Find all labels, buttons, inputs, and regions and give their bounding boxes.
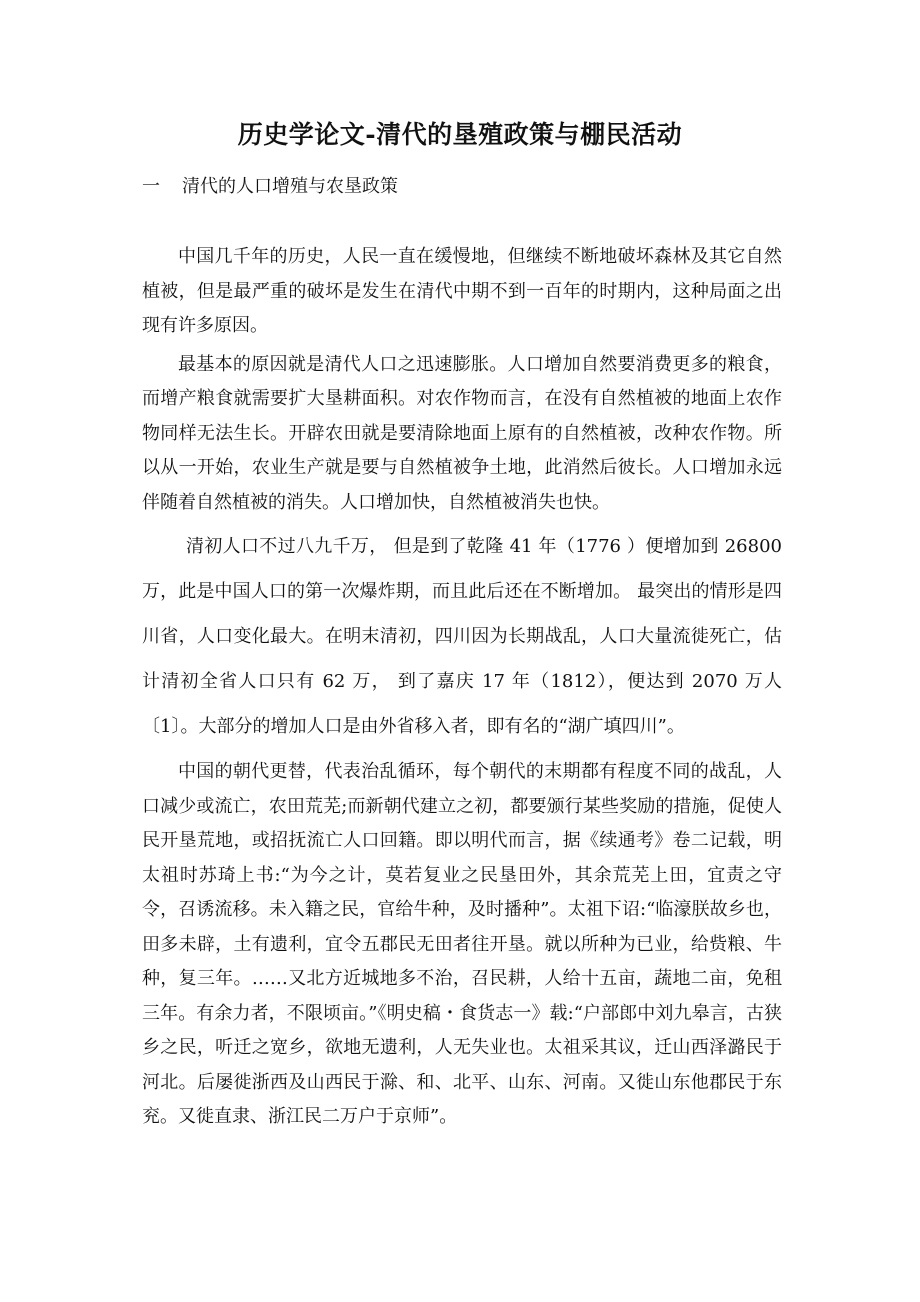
section-heading-text: 清代的人口增殖与农垦政策 <box>182 176 398 197</box>
body-text <box>142 240 782 1135</box>
document-title: 历史学论文-清代的垦殖政策与棚民活动 <box>237 120 683 149</box>
paragraph-1: 中国几千年的历史，人民一直在缓慢地，但继续不断地破坏森林及其它自然植被，但是最严重的破坏是发生在清代中期不到一百年的时期内，这种局面之出现有许多原因。 <box>142 246 782 336</box>
paragraph-4: 中国的朝代更替，代表治乱循环，每个朝代的末期都有程度不同的战乱，人口减少或流亡，农田荒芜;而新朝代建立之初，都要颁行某些奖励的措施，促使人民开垦荒地，或招抚流亡人口回籍。即以明代而言，据《续通考》卷二记载，明太祖时苏琦上书:“为今之计，莫若复业之民垦田外，其余荒芜上田，宜责之守令，召诱流移。未入籍之民，官给牛种，及时播种”。太祖下诏:“临濠朕故乡也，田多未辟，土有遗利，宜令五郡民无田者往开垦。就以所种为已业，给赀粮、牛种，复三年。……又北方近城地多不治，召民耕，人给十五亩，蔬地二亩，免租三年。有余力者，不限顷亩。”《明史稿・食货志一》载:“户部郎中刘九皋言，古狭乡之民，听迁之宽乡，欲地无遗利，人无失业也。太祖采其议，迁山西泽潞民于河北。后屡徙浙西及山西民于滁、和、北平、山东、河南。又徙山东他郡民于东兖。又徙直隶、浙江民二万户于京师”。 <box>142 761 782 1127</box>
paragraph-2: 最基本的原因就是清代人口之迅速膨胀。人口增加自然要消费更多的粮食，而增产粮食就需要扩大垦耕面积。对农作物而言，在没有自然植被的地面上农作物同样无法生长。开辟农田就是要清除地面上原有的自然植被，改种农作物。所以从一开始，农业生产就是要与自然植被争土地，此消然后彼长。人口增加永远伴随着自然植被的消失。人口增加快，自然植被消失也快。 <box>142 353 782 513</box>
paragraph-3: 清初人口不过八九千万， 但是到了乾隆 41 年（1776 ）便增加到 26800万，此是中国人口的第一次爆炸期，而且此后还在不断增加。 最突出的情形是四川省，人口变化最大。在明末清初，四川因为长期战乱，人口大量流徙死亡，估计清初全省人口只有 62 万， 到了嘉庆 17 年（1812），便达到 2070 万人〔1〕。大部分的增加人口是由外省移入者，即有名的“湖广填四川”。 <box>142 536 782 737</box>
section-number: 一 <box>142 176 160 197</box>
section-heading <box>142 174 398 200</box>
